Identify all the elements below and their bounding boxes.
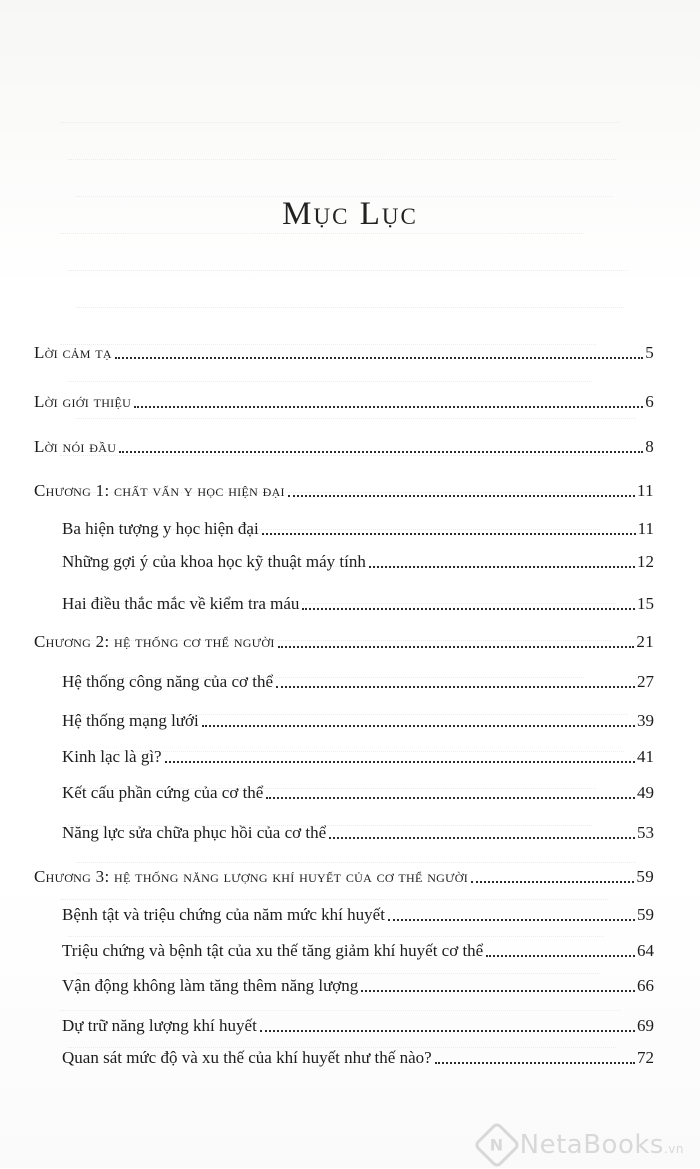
- toc-dot-leader: [202, 725, 635, 727]
- show-through-line: [68, 371, 592, 382]
- toc-entry-page-number: 72: [637, 1048, 654, 1067]
- toc-entry: [34, 481, 654, 501]
- toc-entry: [34, 976, 654, 996]
- toc-entry-page-number: 5: [645, 343, 654, 362]
- toc-entry-label: Quan sát mức độ và xu thế của khí huyết như thế nào?: [62, 1048, 432, 1067]
- show-through-line: [60, 889, 608, 900]
- toc-entry: [34, 552, 654, 572]
- page-title: Mục Lục: [282, 196, 418, 232]
- toc-dot-leader: [361, 990, 635, 992]
- toc-dot-leader: [262, 533, 636, 535]
- toc-dot-leader: [165, 761, 635, 763]
- toc-entry: [34, 941, 654, 961]
- toc-entry: [34, 343, 654, 363]
- toc-entry: [34, 823, 654, 843]
- toc-entry: [34, 392, 654, 412]
- toc-entry-label: Năng lực sửa chữa phục hồi của cơ thể: [62, 823, 327, 842]
- toc-entry: [34, 1048, 654, 1068]
- show-through-line: [60, 1000, 620, 1011]
- toc-entry-page-number: 69: [637, 1016, 654, 1035]
- toc-dot-leader: [288, 495, 635, 497]
- toc-dot-leader: [119, 451, 643, 453]
- toc-dot-leader: [278, 646, 635, 648]
- toc-dot-leader: [302, 608, 635, 610]
- toc-entry-page-number: 59: [637, 905, 654, 924]
- toc-entry-label: Hệ thống công năng của cơ thể: [62, 672, 274, 691]
- toc-dot-leader: [134, 406, 643, 408]
- toc-entry-label: Triệu chứng và bệnh tật của xu thế tăng giảm khí huyết cơ thể: [62, 941, 484, 960]
- toc-dot-leader: [276, 686, 635, 688]
- netabooks-logo-icon: N: [473, 1121, 521, 1169]
- toc-entry-label: Lời giới thiệu: [34, 392, 132, 411]
- show-through-line: [76, 297, 624, 308]
- toc-entry-label: Hai điều thắc mắc về kiểm tra máu: [62, 594, 300, 613]
- show-through-line: [68, 926, 604, 937]
- show-through-line: [68, 1037, 616, 1048]
- show-through-line: [68, 260, 628, 271]
- toc-entry: [34, 867, 654, 887]
- toc-dot-leader: [329, 837, 635, 839]
- toc-entry-page-number: 21: [636, 632, 654, 651]
- toc-entry-label: Những gợi ý của khoa học kỹ thuật máy tính: [62, 552, 366, 571]
- watermark-text: NetaBooks.vn: [519, 1130, 684, 1160]
- show-through-line: [76, 852, 636, 863]
- show-through-line: [76, 963, 600, 974]
- toc-entry: [34, 747, 654, 767]
- toc-entry-page-number: 11: [637, 481, 654, 500]
- toc-dot-leader: [266, 797, 635, 799]
- watermark-logo: [480, 1128, 684, 1162]
- toc-entry-label: Kết cấu phần cứng của cơ thể: [62, 783, 264, 802]
- toc-entry: [34, 783, 654, 803]
- toc-entry-page-number: 64: [637, 941, 654, 960]
- toc-entry: [34, 905, 654, 925]
- toc-dot-leader: [260, 1030, 635, 1032]
- toc-entry-page-number: 15: [637, 594, 654, 613]
- toc-entry-page-number: 12: [637, 552, 654, 571]
- toc-entry-page-number: 11: [637, 519, 654, 538]
- toc-entry: [34, 519, 654, 539]
- toc-dot-leader: [388, 919, 635, 921]
- toc-dot-leader: [435, 1062, 635, 1064]
- show-through-line: [68, 149, 616, 160]
- toc-entry-label: Kinh lạc là gì?: [62, 747, 162, 766]
- toc-entry-label: Vận động không làm tăng thêm năng lượng: [62, 976, 359, 995]
- toc-entry-label: Hệ thống mạng lưới: [62, 711, 199, 730]
- toc-dot-leader: [115, 357, 643, 359]
- toc-entry: [34, 711, 654, 731]
- toc-entry-label: Dự trữ năng lượng khí huyết: [62, 1016, 257, 1035]
- toc-entry-page-number: 8: [645, 437, 654, 456]
- toc-entry-page-number: 59: [636, 867, 654, 886]
- toc-dot-leader: [486, 955, 635, 957]
- toc-entry-page-number: 39: [637, 711, 654, 730]
- toc-entry-label: Chương 2: hệ thống cơ thể người: [34, 632, 275, 651]
- toc-entry-label: Ba hiện tượng y học hiện đại: [62, 519, 259, 538]
- toc-entry: [34, 672, 654, 692]
- toc-entry-label: Chương 1: chất vấn y học hiện đại: [34, 481, 285, 500]
- show-through-line: [60, 112, 620, 123]
- toc-entry: [34, 1016, 654, 1036]
- toc-entry: [34, 632, 654, 652]
- toc-entry-page-number: 49: [637, 783, 654, 802]
- toc-dot-leader: [471, 881, 634, 883]
- toc-entry-label: Chương 3: hệ thống năng lượng khí huyết của cơ thể người: [34, 867, 469, 886]
- toc-entry: [34, 594, 654, 614]
- toc-entry-label: Lời nói đầu: [34, 437, 117, 456]
- toc-entry-page-number: 66: [637, 976, 654, 995]
- toc-entry-page-number: 6: [645, 392, 654, 411]
- toc-entry-page-number: 27: [637, 672, 654, 691]
- toc-entry-page-number: 53: [637, 823, 654, 842]
- toc-entry-label: Lời cảm tạ: [34, 343, 112, 362]
- toc-entry-page-number: 41: [637, 747, 654, 766]
- toc-entry: [34, 437, 654, 457]
- toc-dot-leader: [369, 566, 635, 568]
- toc-entry-label: Bệnh tật và triệu chứng của năm mức khí huyết: [62, 905, 385, 924]
